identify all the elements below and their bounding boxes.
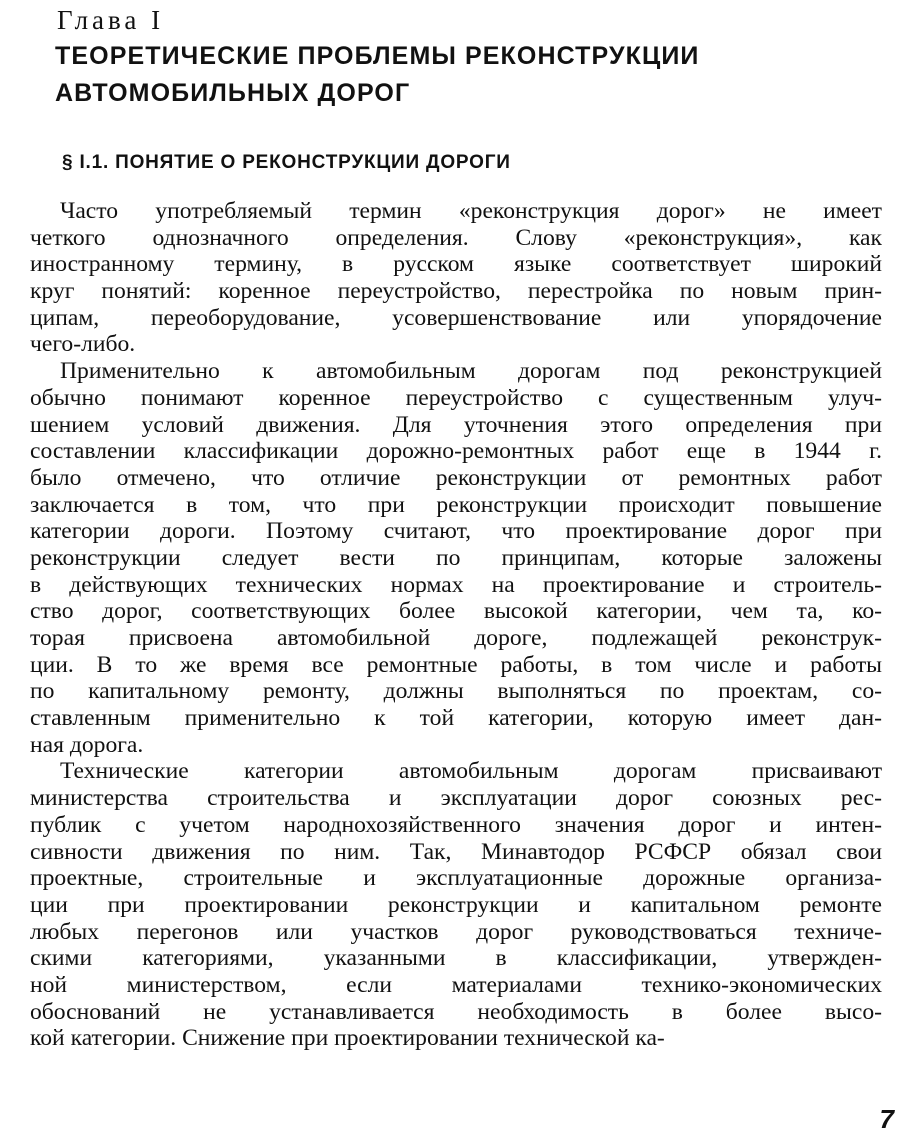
paragraph-line: составлении классификации дорожно-ремонтных работ еще в 1944 г. xyxy=(30,438,882,465)
section-heading: § I.1. ПОНЯТИЕ О РЕКОНСТРУКЦИИ ДОРОГИ xyxy=(62,152,511,173)
paragraph-line: заключается в том, что при реконструкции происходит повышение xyxy=(30,491,882,518)
paragraph-line: любых перегонов или участков дорог руководствоваться техниче- xyxy=(30,918,882,945)
page-number: 7 xyxy=(879,1104,894,1134)
paragraph-line: ство дорог, соответствующих более высокой категории, чем та, ко- xyxy=(30,598,882,625)
paragraph-line: чего-либо. xyxy=(30,331,136,358)
paragraph-line: ной министерством, если материалами технико-экономических xyxy=(30,971,882,998)
chapter-label: Глава I xyxy=(57,5,165,35)
paragraph-line: круг понятий: коренное переустройство, перестройка по новым прин- xyxy=(30,278,882,305)
paragraph-line: обычно понимают коренное переустройство с существенным улуч- xyxy=(30,384,882,411)
paragraph-line: ная дорога. xyxy=(30,731,144,758)
paragraph-line: четкого однозначного определения. Слову «реконструкция», как xyxy=(30,224,882,251)
paragraph-line: категории дороги. Поэтому считают, что проектирование дорог при xyxy=(30,518,882,545)
paragraph-line: кой категории. Снижение при проектировании технической ка- xyxy=(30,1025,665,1052)
paragraph-line: торая присвоена автомобильной дороге, подлежащей реконструк- xyxy=(30,625,882,651)
chapter-title-line: ТЕОРЕТИЧЕСКИЕ ПРОБЛЕМЫ РЕКОНСТРУКЦИИ xyxy=(55,42,700,70)
chapter-title xyxy=(55,38,855,112)
paragraph-line: обоснований не устанавливается необходимость в более высо- xyxy=(30,998,882,1025)
paragraph-line: проектные, строительные и эксплуатационные дорожные организа- xyxy=(30,865,882,892)
chapter-title-line: АВТОМОБИЛЬНЫХ ДОРОГ xyxy=(55,79,411,107)
paragraph-line: по капитальному ремонту, должны выполняться по проектам, со- xyxy=(30,678,882,705)
paragraph-line: шением условий движения. Для уточнения этого определения при xyxy=(30,411,882,438)
paragraph-line: министерства строительства и эксплуатации дорог союзных рес- xyxy=(30,785,882,812)
paragraph-line: публик с учетом народнохозяйственного значения дорог и интен- xyxy=(30,811,882,838)
paragraph-line: сивности движения по ним. Так, Минавтодор РСФСР обязал свои xyxy=(30,838,882,865)
paragraph-line: Технические категории автомобильным дорогам присваивают xyxy=(60,758,882,785)
paragraph-line: ции. В то же время все ремонтные работы, в том числе и работы xyxy=(30,651,882,678)
paragraph-line: ставленным применительно к той категории, которую имеет дан- xyxy=(30,705,882,732)
paragraph-line: Часто употребляемый термин «реконструкция дорог» не имеет xyxy=(60,198,882,224)
paragraph-line: скими категориями, указанными в классификации, утвержден- xyxy=(30,945,882,972)
paragraph-line: в действующих технических нормах на проектирование и строитель- xyxy=(30,571,882,598)
paragraph-line: ципам, переоборудование, усовершенствование или упорядочение xyxy=(30,304,882,331)
body-text xyxy=(30,198,882,1052)
paragraph-line: реконструкции следует вести по принципам, которые заложены xyxy=(30,544,882,571)
paragraph-line: ции при проектировании реконструкции и капитальном ремонте xyxy=(30,891,882,918)
paragraph-line: иностранному термину, в русском языке соответствует широкий xyxy=(30,251,882,278)
paragraph-line: было отмечено, что отличие реконструкции от ремонтных работ xyxy=(30,464,882,491)
paragraph-line: Применительно к автомобильным дорогам под реконструкцией xyxy=(60,358,882,385)
